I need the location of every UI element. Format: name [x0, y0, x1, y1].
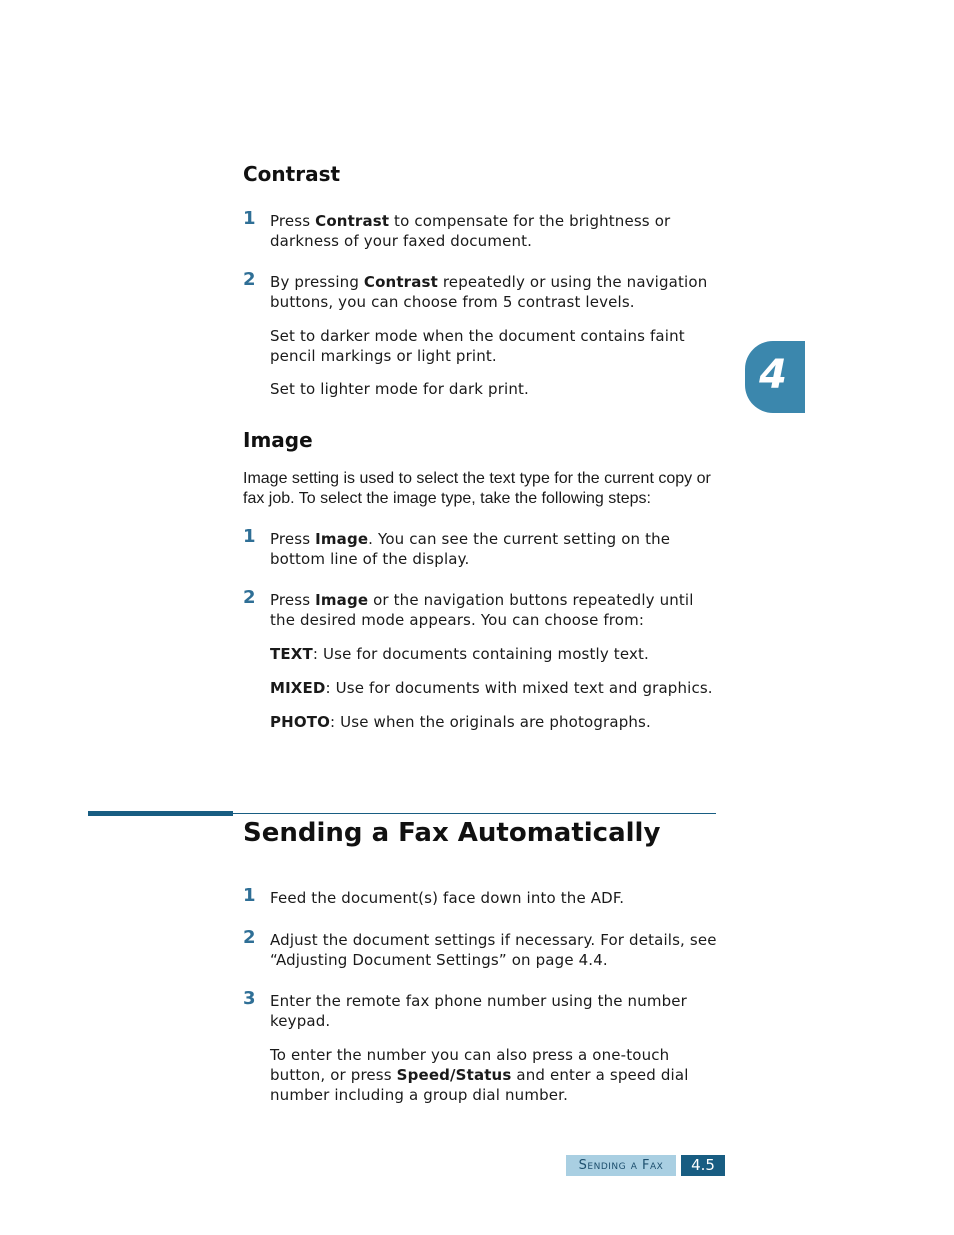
step-text: Press Contrast to compensate for the brightness or darkness of your faxed document. [270, 212, 671, 250]
step-number: 2 [243, 587, 256, 608]
section-rule-thin [233, 813, 716, 814]
sending-fax-automatically-heading: Sending a Fax Automatically [243, 818, 661, 848]
footer-section-title: Sending a Fax [566, 1155, 676, 1176]
image-option-mixed: MIXED: Use for documents with mixed text and graphics. [270, 679, 713, 697]
step-number: 1 [243, 208, 256, 229]
step-text: Feed the document(s) face down into the ADF. [270, 889, 625, 907]
auto-note: To enter the number you can also press a one-touch button, or press Speed/Status and enter a speed dial number including a group dial number. [270, 1046, 689, 1104]
footer-page-number: 4.5 [681, 1155, 725, 1176]
contrast-note-lighter: Set to lighter mode for dark print. [270, 380, 529, 398]
step-text: Enter the remote fax phone number using the number keypad. [270, 992, 687, 1030]
image-intro: Image setting is used to select the text type for the current copy or fax job. To select the image type, take the following steps: [243, 470, 711, 507]
contrast-heading: Contrast [243, 162, 341, 186]
step-number: 2 [243, 269, 256, 290]
contrast-note-darker: Set to darker mode when the document contains faint pencil markings or light print. [270, 327, 685, 365]
step-text: By pressing Contrast repeatedly or using the navigation buttons, you can choose from 5 contrast levels. [270, 273, 708, 311]
image-option-photo: PHOTO: Use when the originals are photographs. [270, 713, 651, 731]
step-number: 2 [243, 927, 256, 948]
step-text: Press Image. You can see the current setting on the bottom line of the display. [270, 530, 671, 568]
chapter-tab: 4 [745, 341, 805, 413]
step-text: Press Image or the navigation buttons repeatedly until the desired mode appears. You can choose from: [270, 591, 694, 629]
step-text: Adjust the document settings if necessary. For details, see “Adjusting Document Settings” on page 4.4. [270, 931, 717, 969]
image-heading: Image [243, 428, 313, 452]
step-number: 1 [243, 885, 256, 906]
step-number: 1 [243, 526, 256, 547]
step-number: 3 [243, 988, 256, 1009]
image-option-text: TEXT: Use for documents containing mostly text. [270, 645, 649, 663]
section-rule-thick [88, 811, 233, 816]
